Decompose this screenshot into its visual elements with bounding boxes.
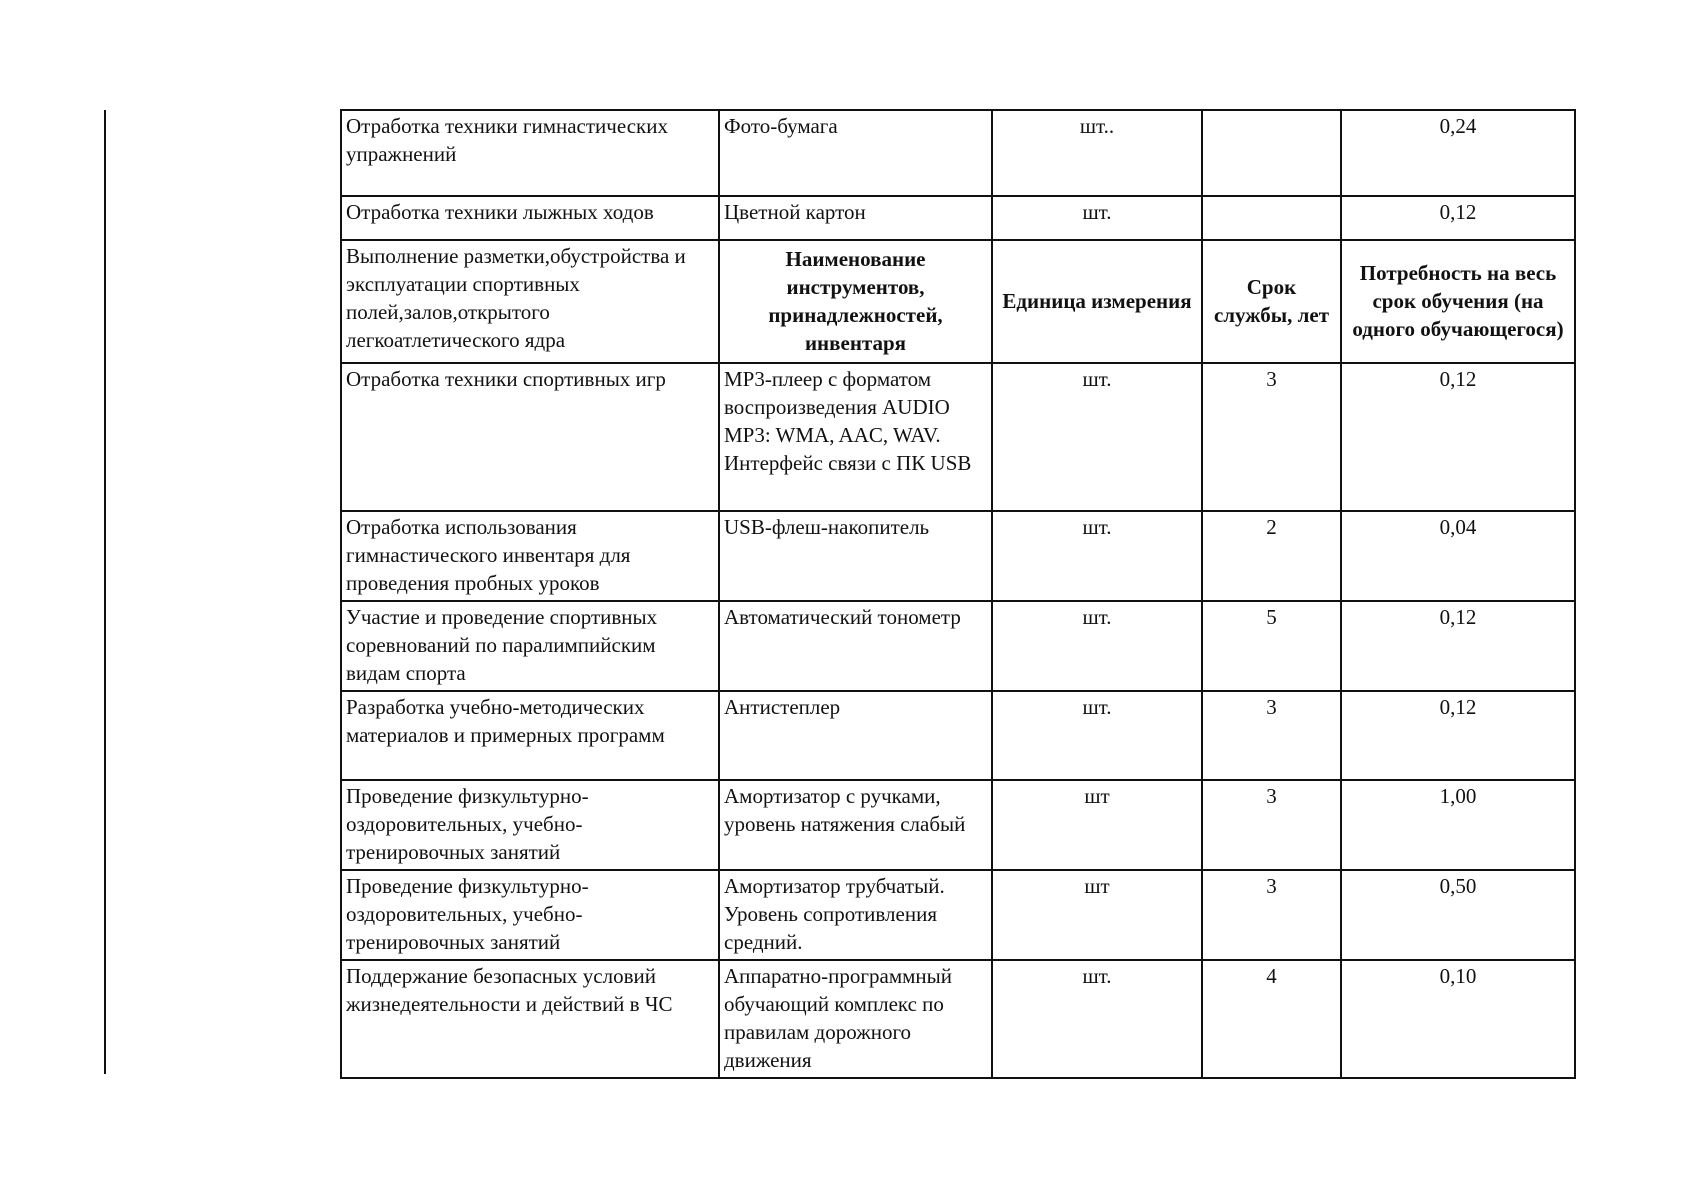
need-cell: 0,24 xyxy=(1341,110,1575,196)
activity-cell: Проведение физкультурно-оздоровительных, учебно-тренировочных занятий xyxy=(341,870,719,960)
unit-cell: шт. xyxy=(992,601,1202,691)
item-cell: Цветной картон xyxy=(719,196,992,240)
need-cell: 1,00 xyxy=(1341,780,1575,870)
life-cell: 2 xyxy=(1202,511,1341,601)
life-cell: 5 xyxy=(1202,601,1341,691)
item-cell: Антистеплер xyxy=(719,691,992,780)
activity-cell: Выполнение разметки,обустройства и эксплуатации спортивных полей,залов,открытого легкоатлетического ядра xyxy=(341,240,719,363)
unit-cell: шт xyxy=(992,870,1202,960)
activity-cell: Поддержание безопасных условий жизнедеятельности и действий в ЧС xyxy=(341,960,719,1078)
table-row xyxy=(341,870,1575,960)
activity-cell: Отработка использования гимнастического инвентаря для проведения пробных уроков xyxy=(341,511,719,601)
need-cell: 0,12 xyxy=(1341,196,1575,240)
need-cell: 0,12 xyxy=(1341,601,1575,691)
table-row xyxy=(341,363,1575,511)
page-margin-line xyxy=(104,110,106,1074)
activity-cell: Разработка учебно-методических материалов и примерных программ xyxy=(341,691,719,780)
unit-cell: шт. xyxy=(992,511,1202,601)
table-header-row xyxy=(341,240,1575,363)
need-cell: 0,04 xyxy=(1341,511,1575,601)
activity-cell: Отработка техники лыжных ходов xyxy=(341,196,719,240)
header-item-name: Наименование инструментов, принадлежностей, инвентаря xyxy=(719,240,992,363)
item-cell: MP3-плеер с форматом воспроизведения AUDIO MP3: WMA, AAC, WAV. Интерфейс связи с ПК USB xyxy=(719,363,992,511)
activity-cell: Отработка техники спортивных игр xyxy=(341,363,719,511)
unit-cell: шт.. xyxy=(992,110,1202,196)
header-need: Потребность на весь срок обучения (на одного обучающегося) xyxy=(1341,240,1575,363)
activity-cell: Проведение физкультурно-оздоровительных, учебно-тренировочных занятий xyxy=(341,780,719,870)
unit-cell: шт xyxy=(992,780,1202,870)
table-row xyxy=(341,780,1575,870)
item-cell: Амортизатор с ручками, уровень натяжения слабый xyxy=(719,780,992,870)
life-cell: 4 xyxy=(1202,960,1341,1078)
unit-cell: шт. xyxy=(992,196,1202,240)
table-row xyxy=(341,601,1575,691)
need-cell: 0,12 xyxy=(1341,691,1575,780)
need-cell: 0,10 xyxy=(1341,960,1575,1078)
need-cell: 0,50 xyxy=(1341,870,1575,960)
life-cell: 3 xyxy=(1202,363,1341,511)
unit-cell: шт. xyxy=(992,960,1202,1078)
life-cell: 3 xyxy=(1202,691,1341,780)
life-cell xyxy=(1202,196,1341,240)
item-cell: USB-флеш-накопитель xyxy=(719,511,992,601)
item-cell: Фото-бумага xyxy=(719,110,992,196)
unit-cell: шт. xyxy=(992,691,1202,780)
unit-cell: шт. xyxy=(992,363,1202,511)
item-cell: Аппаратно-программный обучающий комплекс по правилам дорожного движения xyxy=(719,960,992,1078)
life-cell: 3 xyxy=(1202,780,1341,870)
table-row xyxy=(341,691,1575,780)
table-row xyxy=(341,511,1575,601)
activity-cell: Участие и проведение спортивных соревнований по паралимпийским видам спорта xyxy=(341,601,719,691)
life-cell xyxy=(1202,110,1341,196)
table-row xyxy=(341,196,1575,240)
equipment-table xyxy=(340,109,1576,1079)
need-cell: 0,12 xyxy=(1341,363,1575,511)
item-cell: Автоматический тонометр xyxy=(719,601,992,691)
item-cell: Амортизатор трубчатый. Уровень сопротивления средний. xyxy=(719,870,992,960)
header-unit: Единица измерения xyxy=(992,240,1202,363)
header-service-life: Срок службы, лет xyxy=(1202,240,1341,363)
life-cell: 3 xyxy=(1202,870,1341,960)
activity-cell: Отработка техники гимнастических упражнений xyxy=(341,110,719,196)
table-row xyxy=(341,960,1575,1078)
table-row xyxy=(341,110,1575,196)
